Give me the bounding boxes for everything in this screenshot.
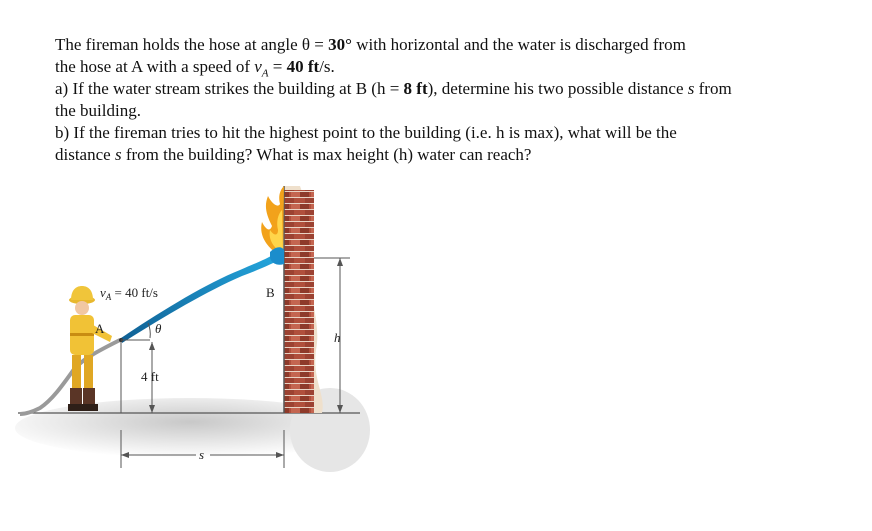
label-s: s xyxy=(199,447,205,462)
label-a: A xyxy=(95,321,105,336)
label-theta: θ xyxy=(155,321,162,336)
distance-symbol: s xyxy=(114,145,122,164)
brick-wall xyxy=(284,186,323,413)
label-b: B xyxy=(266,285,275,300)
text-segment: distance xyxy=(55,145,115,164)
text-segment: b) If the fireman tries to hit the highest point to the building (i.e. h is max), what will be the xyxy=(55,123,677,142)
label-height: 4 ft xyxy=(141,369,159,384)
distance-symbol: s xyxy=(687,79,695,98)
label-h: h xyxy=(334,330,341,345)
fire-flames xyxy=(261,186,284,258)
text-segment: the building. xyxy=(55,101,141,120)
text-segment: a) If the water stream strikes the building at B (h = xyxy=(55,79,404,98)
angle-value: 30° xyxy=(328,35,352,54)
text-segment: from xyxy=(694,79,732,98)
text-segment: The fireman holds the hose at angle θ = xyxy=(55,35,329,54)
text-segment: = xyxy=(268,57,287,76)
text-segment: /s. xyxy=(319,57,335,76)
speed-label: $v_A = 40$ ft/s xyxy=(100,285,158,302)
speed-symbol: v xyxy=(254,57,262,76)
text-segment: with horizontal and the water is discharged from xyxy=(351,35,686,54)
text-segment: ), determine his two possible distance xyxy=(427,79,688,98)
text-segment: from the building? What is max height (h) water can reach? xyxy=(121,145,532,164)
speed-subscript: A xyxy=(261,67,269,80)
text-segment: the hose at A with a speed of xyxy=(55,57,255,76)
speed-value: 40 ft xyxy=(286,57,320,76)
height-value: 8 ft xyxy=(403,79,428,98)
